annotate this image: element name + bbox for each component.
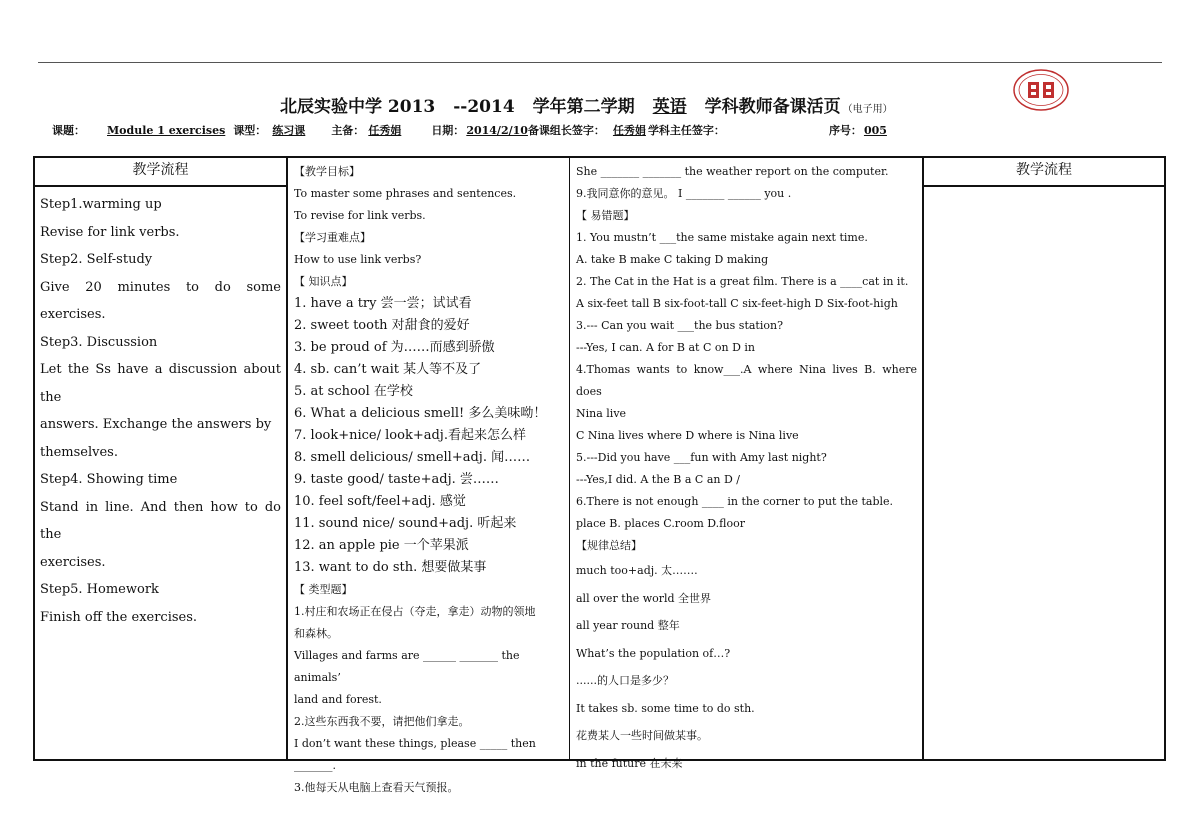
date-label: 日期： [431, 124, 465, 137]
col3-line: all year round 整年 [576, 619, 680, 632]
col3-line: all over the world 全世界 [576, 591, 712, 605]
lead-value: 任秀娟 [368, 124, 402, 137]
title-year: --2014 [453, 97, 515, 117]
dept-label: 学科主任签字： [647, 124, 725, 137]
col3-line: Nina live [576, 407, 627, 420]
page-title [280, 92, 893, 117]
col2-line: 2. sweet tooth 对甜食的爱好 [294, 318, 470, 333]
col3-line: A. take B make C taking D making [576, 253, 769, 266]
col3-line: ---Yes, I can. A for B at C on D in [576, 341, 756, 354]
col1-line: exercises. [40, 554, 106, 570]
col3-line: ......的人口是多少？ [576, 674, 674, 687]
col2-line: To master some phrases and sentences. [294, 187, 517, 200]
topic-label: 课题： [52, 124, 85, 137]
date-value: 2014/2/10 [466, 124, 528, 137]
title-subject: 英语 [652, 97, 687, 117]
title-school: 北辰实验中学 2013 [280, 97, 436, 117]
col2-line: 【学习重难点】 [294, 231, 371, 244]
col2-line: 2.这些东西我不要，请把他们拿走。 [294, 715, 470, 728]
col3-line: 【 易错题】 [576, 209, 635, 222]
col2-line: 【 知识点】 [294, 275, 353, 288]
type-label: 课型： [233, 124, 267, 137]
col3-line: in the future 在未来 [576, 756, 683, 770]
col3-line: It takes sb. some time to do sth. [576, 701, 755, 715]
col3-line: 3.--- Can you wait ___the bus station? [576, 319, 783, 332]
group-value: 任秀娟 [612, 124, 646, 137]
col1-line: themselves. [40, 444, 118, 460]
col2-line: 11. sound nice/ sound+adj. 听起来 [294, 516, 517, 531]
lead-label: 主备： [331, 124, 365, 137]
col2-line: 3. be proud of 为……而感到骄傲 [294, 340, 495, 355]
col2-line: 3.他每天从电脑上查看天气预报。 [294, 781, 459, 794]
col2-line: Villages and farms are ______ _______ the animals’ [294, 649, 520, 684]
col1-line: Stand in line. And then how to do the [40, 499, 281, 542]
col3-line: 花费某人一些时间做某事。 [576, 729, 708, 742]
title-note: （电子用） [842, 104, 893, 115]
teaching-flow-column-right [924, 158, 1164, 759]
serial-label: 序号： [828, 124, 862, 137]
teaching-flow-column [35, 158, 288, 759]
exercises-column [570, 158, 924, 770]
col2-line: 13. want to do sth. 想要做某事 [294, 560, 487, 575]
title-doc: 学科教师备课活页 [704, 97, 841, 117]
col2-line: I don’t want these things, please _____ then _______. [294, 737, 536, 772]
col2-line: 10. feel soft/feel+adj. 感觉 [294, 494, 466, 509]
col3-line: 【规律总结】 [576, 539, 642, 552]
school-seal-icon [1012, 68, 1070, 112]
col1-line: Let the Ss have a discussion about the [40, 362, 281, 405]
col2-line: 【 类型题】 [294, 583, 353, 596]
col2-line: 12. an apple pie 一个苹果派 [294, 538, 469, 553]
col3-line: 6.There is not enough ____ in the corner to put the table. [576, 495, 894, 508]
col1-line: Step2. Self-study [40, 252, 153, 267]
col2-line: 1.村庄和农场正在侵占（夺走，拿走）动物的领地 [294, 605, 536, 618]
col2-line: 7. look+nice/ look+adj.看起来怎么样 [294, 428, 526, 443]
col3-line: place B. places C.room D.floor [576, 517, 746, 530]
col2-line: 4. sb. can’t wait 某人等不及了 [294, 362, 482, 377]
group-label: 备课组长签字： [527, 124, 605, 137]
col2-line: To revise for link verbs. [294, 209, 426, 222]
lesson-table [33, 156, 1166, 794]
col3-line: 9.我同意你的意见。 I _______ ______ you . [576, 187, 792, 200]
col3-line: She _______ _______ the weather report on the computer. [576, 165, 889, 178]
col3-line: A six-feet tall B six-foot-tall C six-feet-high D Six-foot-high [576, 297, 898, 310]
col2-line: land and forest. [294, 693, 382, 706]
title-term: 学年第二学期 [532, 97, 635, 117]
col2-line: 9. taste good/ taste+adj. 尝…… [294, 472, 499, 487]
col3-line: C Nina lives where D where is Nina live [576, 429, 799, 442]
col1-line: answers. Exchange the answers by [40, 417, 272, 432]
col1-line: Finish off the exercises. [40, 609, 198, 625]
topic-value: Module 1 exercises [107, 124, 226, 137]
serial-value: 005 [863, 124, 887, 137]
col3-line: much too+adj. 太……. [576, 564, 698, 577]
col1-line: Give 20 minutes to do some exercises. [40, 279, 281, 322]
col3-line: 5.---Did you have ___fun with Amy last night? [576, 451, 827, 464]
col2-line: 8. smell delicious/ smell+adj. 闻…… [294, 450, 531, 465]
col1-line: Revise for link verbs. [40, 224, 180, 240]
type-value: 练习课 [272, 124, 306, 137]
col1-line: Step1.warming up [40, 197, 162, 212]
col1-lines [35, 187, 286, 631]
col2-line: 【教学目标】 [294, 165, 360, 178]
col4-header: 教学流程 [924, 158, 1164, 187]
col1-line: Step4. Showing time [40, 472, 178, 487]
col1-line: Step5. Homework [40, 582, 159, 597]
col2-line: 6. What a delicious smell! 多么美味呦！ [294, 406, 547, 421]
col2-line: 5. at school 在学校 [294, 384, 413, 399]
col2-line: How to use link verbs? [294, 253, 422, 266]
knowledge-column [288, 158, 570, 794]
col1-line: Step3. Discussion [40, 334, 158, 350]
col3-lines [570, 158, 922, 777]
col2-line: 和森林。 [294, 627, 338, 640]
col3-line: What’s the population of…? [576, 646, 731, 660]
info-line [52, 122, 895, 138]
col2-lines [288, 158, 569, 799]
col1-header: 教学流程 [35, 158, 286, 187]
top-rule [38, 62, 1162, 63]
col3-line: 2. The Cat in the Hat is a great film. There is a ____cat in it. [576, 275, 909, 288]
col3-line: ---Yes,I did. A the B a C an D / [576, 473, 740, 486]
col2-line: 1. have a try 尝一尝；试试看 [294, 296, 472, 311]
col3-line: 1. You mustn’t ___the same mistake again next time. [576, 231, 868, 244]
col3-line: 4.Thomas wants to know___.A where Nina lives B. where does [576, 363, 917, 398]
